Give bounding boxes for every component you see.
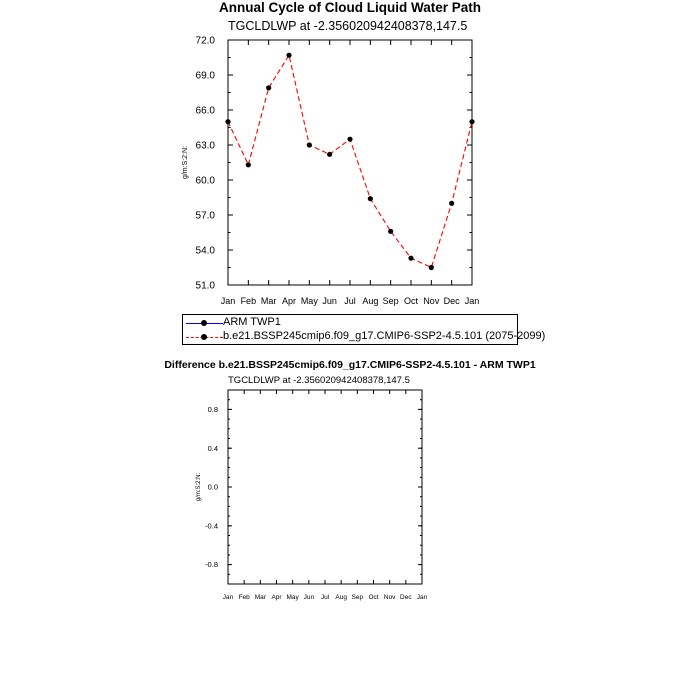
legend-marker-arm [201,320,207,326]
bottom-x-tick-label: Oct [368,594,379,601]
difference-chart-subtitle: TGCLDLWP at -2.356020942408378,147.5 [228,375,410,386]
top-x-tick-label: Jan [464,296,480,306]
top-series-line-1 [228,55,472,267]
top-x-tick-label: Feb [240,296,257,306]
top-data-point [246,162,251,167]
bottom-y-tick-label: 0.0 [207,482,218,492]
top-y-tick-label: 57.0 [195,210,215,222]
top-data-point [347,137,352,142]
top-x-tick-label: Oct [403,296,419,306]
top-y-tick-label: 72.0 [195,35,215,47]
legend [182,314,546,345]
top-x-tick-label: Jan [220,296,236,306]
top-y-tick-label: 54.0 [195,245,215,257]
top-y-tick-label: 66.0 [195,105,215,117]
bottom-y-tick-label: -0.4 [205,521,218,531]
legend-item-model [183,330,546,344]
bottom-x-tick-label: Jan [416,594,428,601]
top-data-point [225,119,230,124]
top-y-tick-label: 51.0 [195,280,215,292]
top-data-point [327,152,332,157]
bottom-y-axis-label: g/m:S:2:N: [196,472,202,502]
bottom-x-tick-label: Apr [271,594,282,601]
top-chart-subtitle: TGCLDLWP at -2.356020942408378,147.5 [228,19,468,33]
top-x-tick-label: Jun [322,296,337,306]
bottom-x-tick-label: Aug [335,594,347,601]
top-data-point [429,265,434,270]
top-x-tick-label: Mar [260,296,277,306]
top-y-tick-label: 60.0 [195,175,215,187]
legend-item-arm [183,316,517,330]
bottom-x-tick-label: Mar [254,594,266,601]
top-x-tick-label: Apr [281,296,297,306]
bottom-x-tick-label: Jul [320,594,330,601]
bottom-x-tick-label: Jan [222,594,234,601]
bottom-x-tick-label: Sep [351,594,364,601]
top-data-point [388,229,393,234]
top-data-point [408,256,413,261]
top-y-tick-label: 69.0 [195,70,215,82]
bottom-y-tick-label: 0.8 [207,405,218,415]
top-data-point [449,201,454,206]
top-x-tick-label: Sep [382,296,399,306]
top-x-tick-label: May [300,296,318,306]
bottom-x-tick-label: Dec [400,594,412,601]
legend-marker-model [201,334,207,340]
top-data-point [469,119,474,124]
top-data-point [286,53,291,58]
bottom-plot-frame [228,390,422,584]
top-x-tick-label: Dec [443,296,460,306]
bottom-x-tick-label: Feb [238,594,250,601]
top-data-point [266,85,271,90]
bottom-x-tick-label: Jun [303,594,315,601]
bottom-x-tick-label: May [286,594,299,601]
difference-chart-title: Difference b.e21.BSSP245cmip6.f09_g17.CMIP6-SSP2-4.5.101 - ARM TWP1 [164,359,536,371]
legend-label-model: b.e21.BSSP245cmip6.f09_g17.CMIP6-SSP2-4.5.101 (2075-2099) [223,330,546,342]
top-x-tick-label: Aug [362,296,379,306]
legend-label-arm: ARM TWP1 [223,316,281,328]
top-y-tick-label: 63.0 [195,140,215,152]
top-y-axis-label: g/m:S:2:N: [182,145,189,180]
top-x-tick-label: Jul [344,296,356,306]
bottom-y-tick-label: -0.8 [205,560,218,570]
bottom-x-tick-label: Nov [383,594,396,601]
chart-title: Annual Cycle of Cloud Liquid Water Path [218,0,481,15]
top-x-tick-label: Nov [423,296,440,306]
top-data-point [307,142,312,147]
top-data-point [368,196,373,201]
bottom-y-tick-label: 0.4 [207,443,218,453]
top-plot-frame [228,40,472,285]
